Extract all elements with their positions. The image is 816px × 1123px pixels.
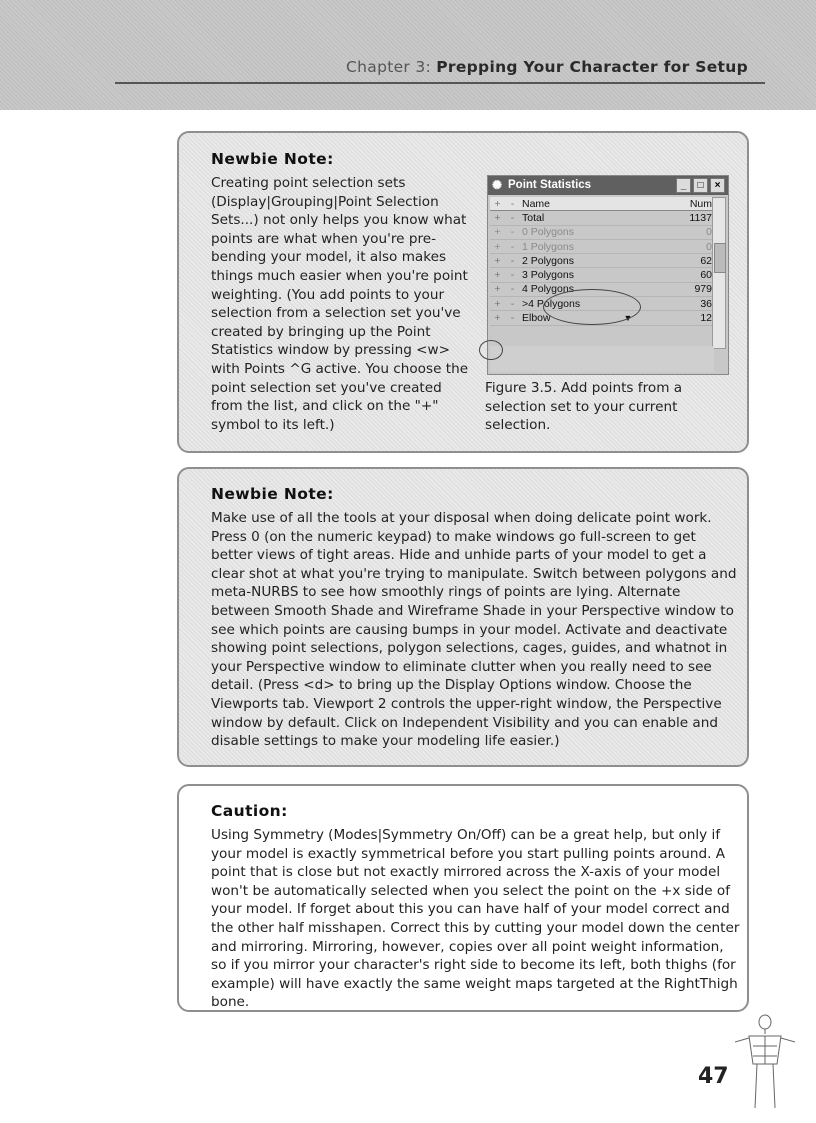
plus-header[interactable]: +: [490, 197, 505, 211]
row-name: 4 Polygons: [520, 282, 677, 296]
scrollbar[interactable]: [712, 197, 726, 349]
add-button[interactable]: +: [490, 225, 505, 239]
add-button[interactable]: +: [490, 297, 505, 311]
row-name: 3 Polygons: [520, 268, 677, 282]
row-name: 0 Polygons: [520, 225, 677, 239]
wireframe-character-icon: [735, 1012, 795, 1112]
add-button[interactable]: +: [490, 268, 505, 282]
table-row: [490, 211, 714, 225]
window-title: Point Statistics: [508, 179, 592, 191]
close-icon[interactable]: ×: [710, 178, 725, 193]
row-name: 1 Polygons: [520, 239, 677, 253]
table-row: [490, 225, 714, 239]
caution-heading: Caution:: [211, 802, 288, 820]
row-num: 36: [677, 297, 714, 311]
table-row: [490, 254, 714, 268]
row-num: 60: [677, 268, 714, 282]
remove-button[interactable]: -: [505, 254, 520, 268]
chapter-label: Chapter 3:: [346, 58, 432, 76]
elbow-label: Elbow: [522, 312, 551, 325]
table-row: [490, 268, 714, 282]
add-button[interactable]: +: [490, 239, 505, 253]
remove-button[interactable]: -: [505, 297, 520, 311]
row-num: 62: [677, 254, 714, 268]
dropdown-arrow-icon: ▼: [623, 313, 633, 324]
num-header[interactable]: Num: [677, 197, 714, 211]
remove-button[interactable]: -: [505, 268, 520, 282]
empty-list-area: [490, 346, 714, 372]
caution-box: [177, 784, 749, 1012]
row-name: >4 Polygons: [520, 297, 677, 311]
note-body: Make use of all the tools at your disposal when doing delicate point work. Press 0 (on the numeric keypad) to make windows go full-screen to get better views of tight areas. Hide and unhide parts of your model to get a clear shot at what you're trying to manipulate. Switch between polygons and meta-NURBS to see how smoothly rings of points are lying. Alternate between Smooth Shade and Wireframe Shade in your Perspective window to see which points are causing bumps in your model. Activate and deactivate showing point selections, polygon selections, cages, guides, and whatnot in your Perspective window to eliminate clutter when you really need to see detail. (Press <d> to bring up the Display Options window. Choose the Viewports tab. Viewport 2 controls the upper-right window, the Perspective window by default. Click on Independent Visibility and you can enable and disable settings to make your modeling life easier.): [211, 510, 737, 750]
add-button[interactable]: +: [490, 211, 505, 225]
highlight-plus-ring-icon: [479, 340, 503, 360]
running-header: [346, 58, 748, 76]
add-button[interactable]: +: [490, 311, 505, 325]
minimize-icon[interactable]: _: [676, 178, 691, 193]
remove-button[interactable]: -: [505, 311, 520, 325]
page-number: 47: [698, 1064, 729, 1089]
note-body: Creating point selection sets (Display|Grouping|Point Selection Sets...) not only helps you know what points are what when you're pre-bending your model, it also makes things much easier when you're point weighting. (You add points to your selection from a selection set you've created by bringing up the Point Statistics window by pressing <w> with Points ^G active. You choose the point selection set you've created from the list, and click on the "+" symbol to its left.): [211, 175, 469, 433]
app-logo-icon: ✺: [492, 178, 503, 192]
scrollbar-thumb[interactable]: [714, 243, 726, 273]
add-button[interactable]: +: [490, 254, 505, 268]
window-titlebar: [488, 176, 728, 195]
row-num: 12: [677, 311, 714, 325]
note-heading: Newbie Note:: [211, 150, 334, 168]
name-header[interactable]: Name: [520, 197, 677, 211]
table-header-row: [490, 197, 714, 211]
remove-button[interactable]: -: [505, 239, 520, 253]
note-heading: Newbie Note:: [211, 485, 334, 503]
page-header: [0, 0, 816, 110]
maximize-icon[interactable]: □: [693, 178, 708, 193]
row-name: Total: [520, 211, 677, 225]
window-controls: [674, 178, 725, 193]
newbie-note-box-1: [177, 131, 749, 453]
remove-button[interactable]: -: [505, 211, 520, 225]
newbie-note-box-2: [177, 467, 749, 767]
chapter-title: Prepping Your Character for Setup: [436, 58, 748, 76]
header-rule: [115, 82, 765, 84]
row-num: 0: [677, 239, 714, 253]
figure-caption: Figure 3.5. Add points from a selection set to your current selection.: [485, 380, 683, 434]
row-num: 979: [677, 282, 714, 296]
row-num: 1137: [677, 211, 714, 225]
remove-button[interactable]: -: [505, 225, 520, 239]
highlight-ellipse-icon: [543, 289, 641, 325]
remove-button[interactable]: -: [505, 282, 520, 296]
caution-body: Using Symmetry (Modes|Symmetry On/Off) can be a great help, but only if your model is exactly symmetrical before you start pulling points around. A point that is close but not exactly mirrored across the X-axis of your model won't be automatically selected when you select the point on the +x side of your model. If forget about this you can have half of your model correct and the other half misshapen. Correct this by cutting your model down the center and mirroring. Mirroring, however, copies over all point weight information, so if you mirror your character's right side to become its left, both thighs (for example) will have exactly the same weight maps targeted at the RightThigh bone.: [211, 827, 740, 1011]
add-button[interactable]: +: [490, 282, 505, 296]
minus-header[interactable]: -: [505, 197, 520, 211]
row-num: 0: [677, 225, 714, 239]
row-name: 2 Polygons: [520, 254, 677, 268]
table-row: [490, 239, 714, 253]
point-statistics-window: [487, 175, 729, 375]
